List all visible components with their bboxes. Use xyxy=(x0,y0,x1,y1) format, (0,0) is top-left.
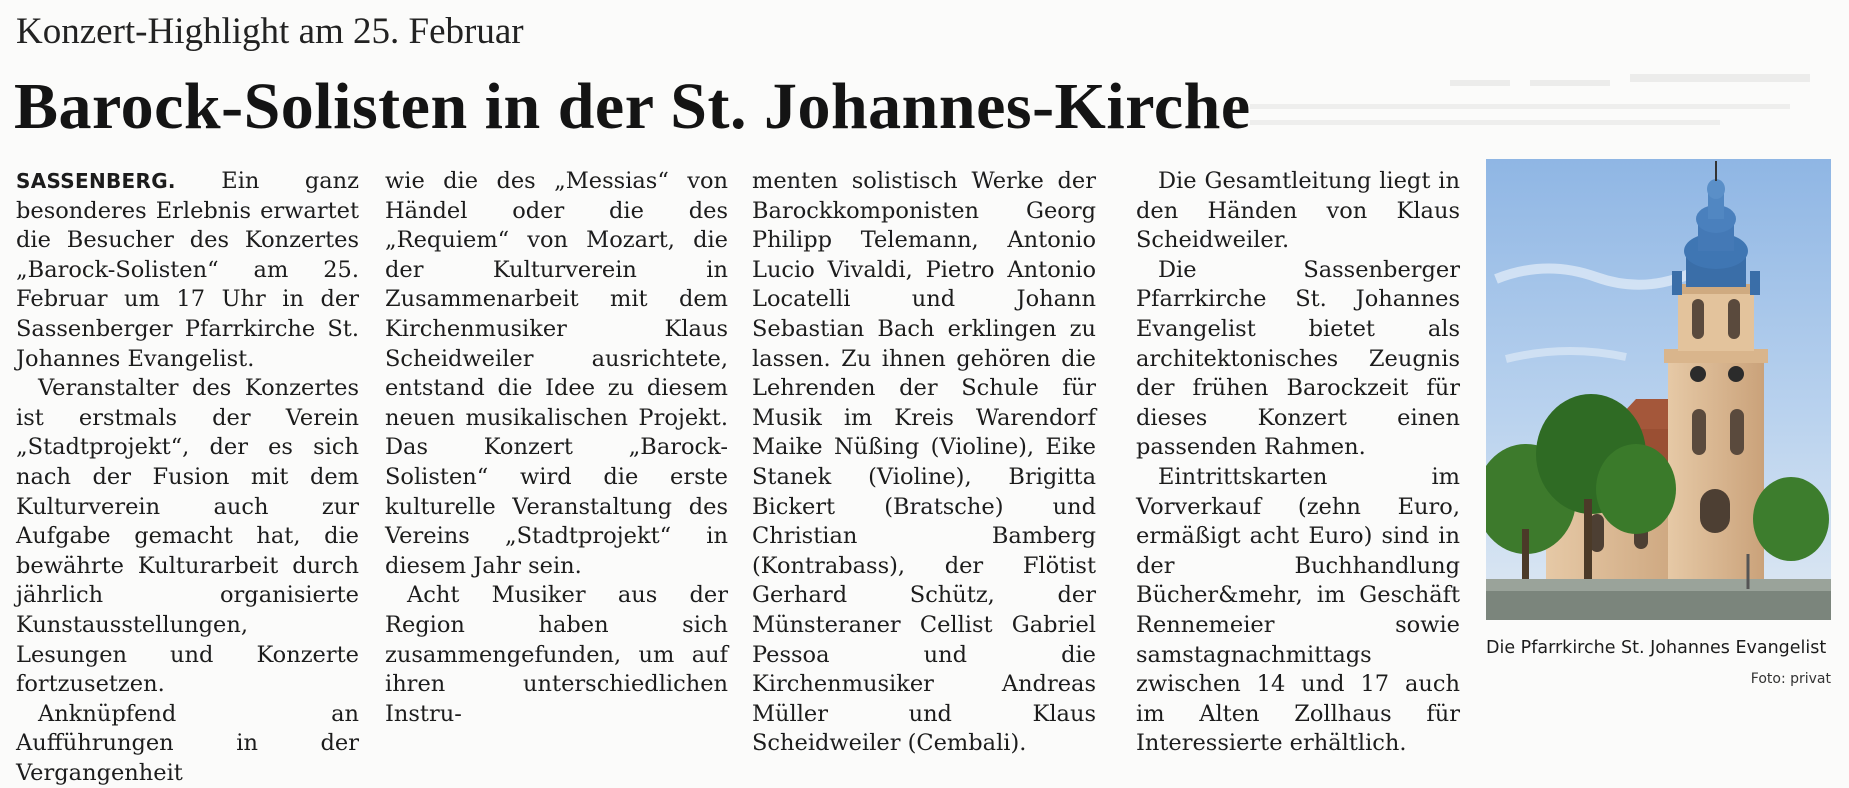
article-column-1 xyxy=(16,167,359,788)
paragraph: Eintrittskarten im Vorverkauf (zehn Euro, ermäßigt acht Euro) sind in der Buchhandlung Bücher&mehr, im Geschäft Rennemeier sowie samstagnachmittags zwischen 14 und 17 auch im Alten Zollhaus für Interessierte erhältlich. xyxy=(1136,463,1460,757)
article-column-2 xyxy=(385,167,728,729)
bleed-through-texture xyxy=(1230,60,1830,155)
article-headline: Barock-Solisten in der St. Johannes-Kirche xyxy=(14,70,1251,143)
photo-credit: Foto: privat xyxy=(1750,671,1831,687)
paragraph: wie die des „Messias“ von Händel oder die des „Requiem“ von Mozart, die der Kulturverein in Zusammenarbeit mit dem Kirchenmusiker Klaus Scheidweiler ausrichtete, entstand die Idee zu diesem neuen musikalischen Projekt. Das Konzert „Barock-Solisten“ wird die erste kulturelle Veranstaltung des Vereins „Stadtprojekt“ in diesem Jahr sein. xyxy=(385,168,728,579)
church-photo xyxy=(1486,159,1831,620)
paragraph: Veranstalter des Konzertes ist erstmals der Verein „Stadtprojekt“, der es sich nach der Fusion mit dem Kulturverein auch zur Aufgabe gemacht hat, die bewährte Kulturarbeit durch jährlich organisierte Kunstausstellungen, Lesungen und Konzerte fortzusetzen. xyxy=(16,375,359,698)
paragraph: Die Gesamtleitung liegt in den Händen von Klaus Scheidweiler. xyxy=(1136,168,1460,254)
paragraph xyxy=(16,167,359,374)
article-column-4 xyxy=(1136,167,1460,759)
paragraph-text: Ein ganz besonderes Erlebnis erwartet die Besucher des Konzertes „Barock-Solisten“ am 25. Februar um 17 Uhr in der Sassenberger Pfarrkirche St. Johannes Evangelist. xyxy=(16,168,359,372)
photo-caption: Die Pfarrkirche St. Johannes Evangelist xyxy=(1486,638,1827,658)
article-column-3 xyxy=(752,167,1096,759)
paragraph: Anknüpfend an Aufführungen in der Vergangenheit xyxy=(16,700,359,786)
dateline: SASSENBERG. xyxy=(16,169,176,193)
paragraph: Acht Musiker aus der Region haben sich zusammengefunden, um auf ihren unterschiedlichen Instru- xyxy=(385,582,728,727)
article-kicker: Konzert-Highlight am 25. Februar xyxy=(16,11,524,52)
paragraph: Die Sassenberger Pfarrkirche St. Johannes Evangelist bietet als architektonisches Zeugnis der frühen Barockzeit für dieses Konzert einen passenden Rahmen. xyxy=(1136,256,1460,461)
church-illustration xyxy=(1486,159,1831,620)
paragraph: menten solistisch Werke der Barockkomponisten Georg Philipp Telemann, Antonio Lucio Vivaldi, Pietro Antonio Locatelli und Johann Sebastian Bach erklingen zu lassen. Zu ihnen gehören die Lehrenden der Schule für Musik im Kreis Warendorf Maike Nüßing (Violine), Eike Stanek (Violine), Brigitta Bickert (Bratsche) und Christian Bamberg (Kontrabass), der Flötist Gerhard Schütz, der Münsteraner Cellist Gabriel Pessoa und die Kirchenmusiker Andreas Müller und Klaus Scheidweiler (Cembali). xyxy=(752,168,1096,757)
